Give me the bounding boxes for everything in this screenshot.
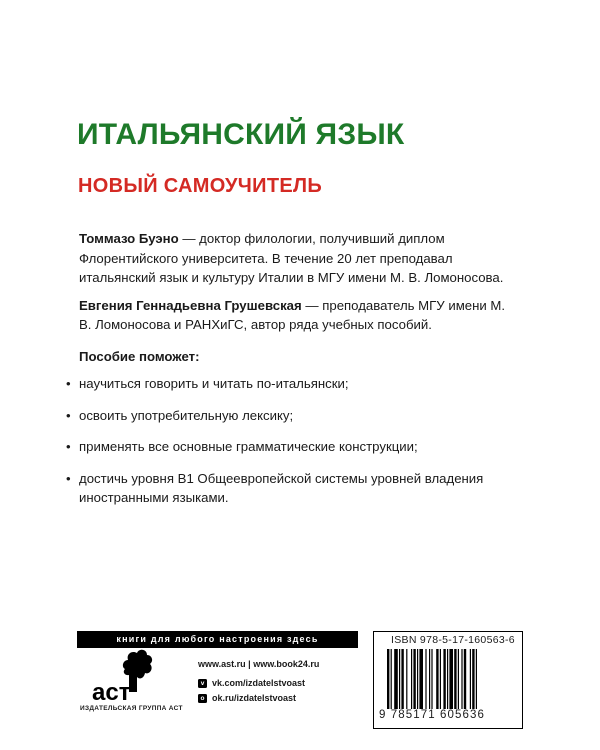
ok-url: ok.ru/izdatelstvoast: [212, 693, 297, 703]
barcode-bar: [411, 649, 412, 715]
book-subtitle: НОВЫЙ САМОУЧИТЕЛЬ: [78, 175, 322, 197]
authors-section: [79, 229, 519, 343]
barcode-bar: [391, 649, 392, 715]
ast-logo: [88, 648, 158, 702]
vk-url: vk.com/izdatelstvoast: [212, 678, 306, 688]
ok-icon: o: [198, 694, 207, 703]
author-bio: [79, 296, 519, 335]
barcode-bar: [431, 649, 432, 715]
barcode-bar: [429, 649, 430, 715]
barcode-bar: [454, 649, 456, 715]
barcode-bar: [417, 649, 418, 715]
barcode-bar: [458, 649, 459, 715]
author-description: — преподаватель МГУ имени М. В. Ломоносова и РАНХиГС, автор ряда учебных пособий.: [79, 297, 506, 332]
list-item: • освоить употребительную лексику;: [66, 406, 506, 426]
barcode-bar: [413, 649, 415, 715]
author-name: Томмазо Буэно: [79, 231, 179, 246]
list-item: • научиться говорить и читать по-итальянски;: [66, 374, 506, 394]
isbn-barcode-box: [373, 631, 523, 729]
list-item: • применять все основные грамматические конструкции;: [66, 437, 506, 457]
vk-link[interactable]: [198, 676, 319, 691]
barcode-bar: [401, 649, 403, 715]
barcode-bar: [447, 649, 448, 715]
barcode-bar: [449, 649, 453, 715]
benefits-heading: Пособие поможет:: [79, 349, 200, 364]
author-description: — доктор филологии, получивший диплом Флорентийского университета. В течение 20 лет преподавал итальянский язык и культуру Италии в МГУ имени М. В. Ломоносова.: [79, 231, 504, 285]
publisher-links: [198, 657, 319, 706]
barcode-bar: [464, 649, 466, 715]
ok-link[interactable]: [198, 691, 319, 706]
benefits-list: [66, 374, 506, 520]
barcode-digits: 9 785171 605636: [379, 709, 486, 721]
barcode-bar: [387, 649, 389, 715]
barcode-icon: [386, 649, 512, 715]
barcode-bar: [443, 649, 445, 715]
book-title: ИТАЛЬЯНСКИЙ ЯЗЫК: [77, 118, 405, 151]
barcode-bar: [461, 649, 462, 715]
isbn-number: ISBN 978-5-17-160563-6: [391, 634, 515, 646]
barcode-bar: [419, 649, 423, 715]
barcode-bar: [472, 649, 474, 715]
barcode-bar: [399, 649, 400, 715]
vk-icon: v: [198, 679, 207, 688]
barcode-bar: [406, 649, 407, 715]
author-bio: [79, 229, 519, 288]
website-links[interactable]: www.ast.ru | www.book24.ru: [198, 659, 320, 669]
barcode-bar: [470, 649, 471, 715]
barcode-bar: [394, 649, 398, 715]
publisher-name: ИЗДАТЕЛЬСКАЯ ГРУППА АСТ: [80, 705, 183, 712]
tagline-banner: книги для любого настроения здесь: [77, 631, 358, 648]
list-item: • достичь уровня B1 Общеевропейской системы уровней владения иностранными языками.: [66, 469, 506, 508]
barcode-bar: [476, 649, 477, 715]
barcode-bar: [440, 649, 441, 715]
barcode-bar: [425, 649, 426, 715]
logo-text: аст: [92, 679, 131, 702]
author-name: Евгения Геннадьевна Грушевская: [79, 297, 302, 313]
barcode-bar: [436, 649, 438, 715]
